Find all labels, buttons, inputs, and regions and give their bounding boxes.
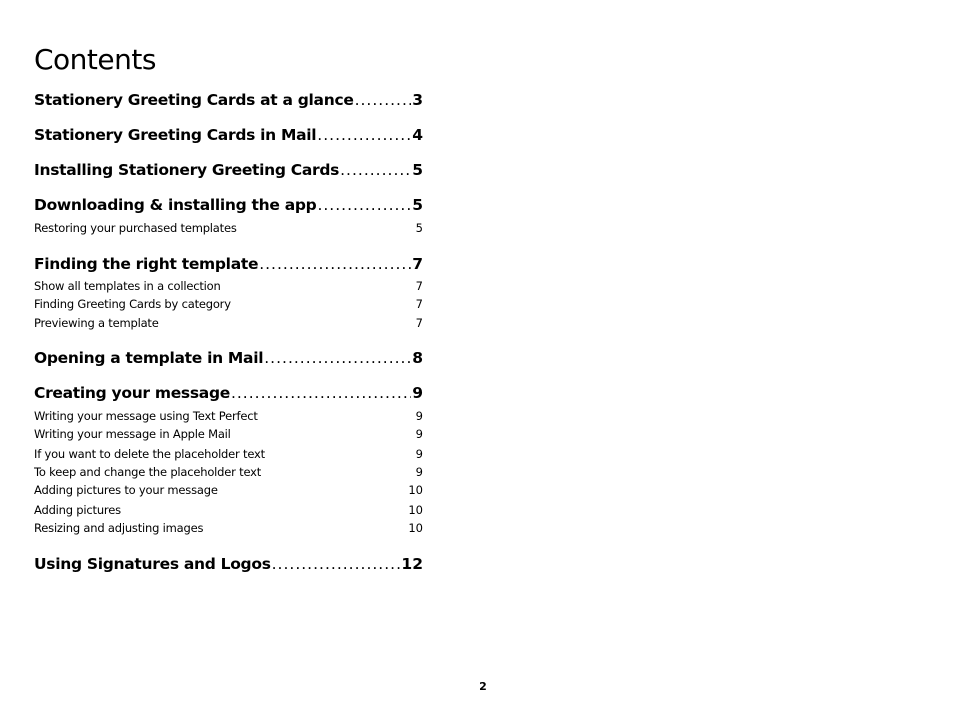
toc-entry-label: Stationery Greeting Cards at a glance	[34, 91, 354, 109]
toc-subentry-page: 10	[408, 521, 423, 535]
toc-entry-finding-template[interactable]	[34, 253, 423, 275]
toc-entry-page: 5	[412, 196, 423, 214]
toc-subentry-by-category[interactable]	[34, 296, 423, 312]
dot-leader	[317, 194, 411, 216]
toc-subentry-page: 7	[415, 279, 423, 293]
toc-subentry-page: 9	[415, 427, 423, 441]
toc-subentry-show-all[interactable]	[34, 278, 423, 294]
toc-entry-page: 7	[412, 255, 423, 273]
toc-entry-downloading[interactable]	[34, 194, 423, 216]
toc-entry-label: Using Signatures and Logos	[34, 555, 271, 573]
toc-subentry-label: Resizing and adjusting images	[34, 521, 204, 535]
toc-subentry-page: 5	[415, 221, 423, 235]
toc-entry-label: Stationery Greeting Cards in Mail	[34, 126, 317, 144]
toc-entry-label: Finding the right template	[34, 255, 259, 273]
toc-subentry-label: Previewing a template	[34, 316, 159, 330]
toc-entry-label: Creating your message	[34, 384, 230, 402]
toc-subentry-keep-placeholder[interactable]	[34, 464, 423, 480]
dot-leader	[317, 124, 411, 146]
dot-leader	[272, 553, 401, 575]
toc-entry-page: 9	[412, 384, 423, 402]
toc-entry-page: 12	[401, 555, 423, 573]
toc-subentry-resizing[interactable]	[34, 520, 423, 536]
toc-subentry-page: 7	[415, 297, 423, 311]
toc-entry-at-a-glance[interactable]	[34, 89, 423, 111]
toc-entry-installing[interactable]	[34, 159, 423, 181]
toc-subentry-previewing[interactable]	[34, 315, 423, 331]
dot-leader	[355, 89, 412, 111]
toc-subentry-page: 7	[415, 316, 423, 330]
toc-subentry-page: 9	[415, 447, 423, 461]
dot-leader	[231, 382, 411, 404]
toc-entry-page: 5	[412, 161, 423, 179]
toc-entry-page: 3	[412, 91, 423, 109]
toc-entry-page: 8	[412, 349, 423, 367]
dot-leader	[340, 159, 411, 181]
toc-subentry-label: Restoring your purchased templates	[34, 221, 237, 235]
toc-entry-opening[interactable]	[34, 347, 423, 369]
toc-subentry-page: 10	[408, 483, 423, 497]
toc-subentry-delete-placeholder[interactable]	[34, 446, 423, 462]
toc-subentry-apple-mail[interactable]	[34, 426, 423, 442]
toc-subentry-label: Adding pictures to your message	[34, 483, 218, 497]
toc-subentry-restoring[interactable]	[34, 220, 423, 236]
toc-subentry-page: 9	[415, 409, 423, 423]
toc-subentry-label: Show all templates in a collection	[34, 279, 221, 293]
toc-entry-label: Installing Stationery Greeting Cards	[34, 161, 340, 179]
toc-subentry-adding-pictures-message[interactable]	[34, 482, 423, 498]
toc-subentry-label: If you want to delete the placeholder text	[34, 447, 265, 461]
toc-entry-label: Downloading & installing the app	[34, 196, 317, 214]
page-title: Contents	[34, 43, 156, 76]
page-number: 2	[479, 680, 487, 693]
toc-subentry-label: Writing your message in Apple Mail	[34, 427, 231, 441]
toc-subentry-label: Adding pictures	[34, 503, 121, 517]
toc-subentry-page: 10	[408, 503, 423, 517]
toc-subentry-page: 9	[415, 465, 423, 479]
dot-leader	[264, 347, 411, 369]
toc-entry-creating[interactable]	[34, 382, 423, 404]
toc-subentry-label: To keep and change the placeholder text	[34, 465, 262, 479]
toc-subentry-label: Finding Greeting Cards by category	[34, 297, 231, 311]
toc-entry-label: Opening a template in Mail	[34, 349, 264, 367]
toc-subentry-adding-pictures[interactable]	[34, 502, 423, 518]
dot-leader	[259, 253, 411, 275]
toc-subentry-label: Writing your message using Text Perfect	[34, 409, 258, 423]
toc-subentry-text-perfect[interactable]	[34, 408, 423, 424]
toc-entry-in-mail[interactable]	[34, 124, 423, 146]
toc-entry-signatures[interactable]	[34, 553, 423, 575]
toc-entry-page: 4	[412, 126, 423, 144]
